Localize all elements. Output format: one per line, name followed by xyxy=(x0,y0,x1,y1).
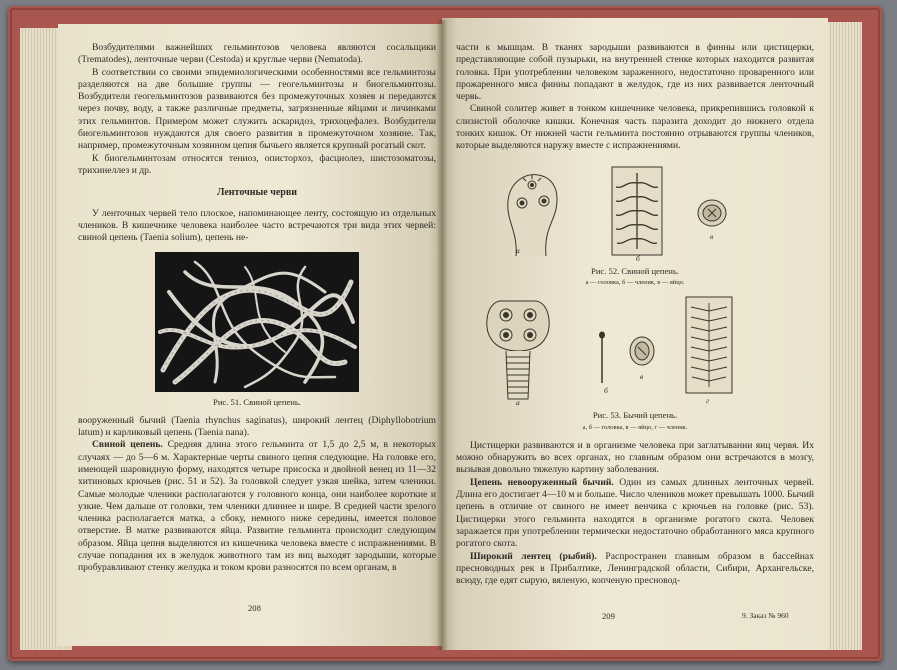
fish-tapeworm-title: Широкий лентец (рыбий). xyxy=(470,550,597,562)
fish-tapeworm-text: Распространен главным образом в бассейнах пресноводных рек в Прибалтике, Ленинградской области, Сибири, Архангельске, всюду, где едят сырую, вяленую, копченую пресновод- xyxy=(456,550,814,587)
fish-tapeworm-paragraph xyxy=(456,551,814,588)
figure-52-caption: Рис. 52. Свиной цепень. xyxy=(591,265,679,276)
page-edges-right xyxy=(822,22,862,650)
figure-51-photo xyxy=(155,252,359,392)
figure-53-subcaption: а, б — головка, в — яйцо, г — членик. xyxy=(582,423,688,431)
fig52-label-b: б xyxy=(636,253,640,263)
left-paragraph-3: К биогельминтозам относятся тениоз, описторхоз, фасциолез, шистозоматозы, трихинеллез и др. xyxy=(78,152,436,176)
left-page xyxy=(58,24,444,646)
printer-signature-mark: 9. Заказ № 960 xyxy=(742,611,789,620)
figure-53-illustration xyxy=(456,291,814,409)
fig52-label-v: в xyxy=(710,231,714,241)
book-gutter xyxy=(436,20,448,650)
left-page-text xyxy=(78,42,436,575)
beef-tapeworm-title: Цепень невооруженный бычий. xyxy=(470,476,614,488)
right-paragraph-1: части к мышцам. В тканях зародыши развиваются в финны или цистицерки, представляющие собой пузырьки, на внутренней стенке которых находится развитая головка. При употреблении человеком зараженного, недостаточно проваренного или прожаренного мяса финны попадают в желудок, где из них развивается ленточный червь. xyxy=(456,42,814,103)
left-intro-paragraph: У ленточных червей тело плоское, напоминающее ленту, состоящую из отдельных члеников. В кишечнике человека наиболее часто встречаются три вида этих червей: свиной цепень (Taenia solium), цепень не- xyxy=(78,207,436,244)
figure-52-illustration xyxy=(456,161,814,263)
pork-tapeworm-paragraph xyxy=(78,439,436,574)
left-paragraph-2: В соответствии со своими эпидемиологическими особенностями все гельминтозы разделяются на две большие группы — геогельминтозы и биогельминтозы. Возбудители геогельминтозов развиваются без промежуточных хозяев и передаются через почву, воду, а также различные предметы, загрязненные яйцами и личинками этих гельминтов. Примером может служить аскаридоз, трихоцефалез. Возбудители биогельминтозов нуждаются для своего развития в промежуточном хозяине. Так, например, промежуточным хозяином цепня бычьего является крупный рогатый скот. xyxy=(78,66,436,152)
figure-51-caption: Рис. 51. Свиной цепень. xyxy=(213,397,301,408)
fig53-label-g: г xyxy=(706,396,709,406)
left-paragraph-1: Возбудителями важнейших гельминтозов человека являются сосальщики (Trematodes), ленточные черви (Cestoda) и круглые черви (Nematoda). xyxy=(78,42,436,66)
fig53-label-b: б xyxy=(604,386,608,396)
pork-tapeworm-title: Свиной цепень. xyxy=(92,439,163,451)
cysticerci-paragraph: Цистицерки развиваются и в организме человека при заглатывании яиц червя. Их можно обнаружить во всех органах, но главным образом они встречаются в мозгу, вызывая довольно тяжелую картину заболевания. xyxy=(456,439,814,476)
figure-52-subcaption: а — головка, б — членик, в — яйцо. xyxy=(585,278,685,286)
figure-53-caption: Рис. 53. Бычий цепень. xyxy=(592,410,678,421)
left-page-number: 208 xyxy=(248,603,261,613)
tapeworms-photo-image xyxy=(155,252,359,392)
pork-tapeworm-drawings xyxy=(456,161,814,263)
beef-tapeworm-drawings xyxy=(456,291,814,409)
fig52-label-a: а xyxy=(516,245,520,255)
beef-tapeworm-text: Один из самых длинных ленточных червей. Длина его достигает 4—10 м и больше. Число члеников может превышать 1000. Бычий цепень в отличие от свиного не имеет венчика с крючьев на головке (рис. 53). Цистицерки этого гельминта находятся в организме рогатого скота. Человек заражается при употреблении термически недостаточно обработанного мяса крупного рогатого скота. xyxy=(456,476,814,550)
right-paragraph-2: Свиной солитер живет в тонком кишечнике человека, прикрепившись головкой к слизистой оболочке кишки. Конечная часть паразита доходит до нижнего отдела тонких кишок. От нижней части гельминта постоянно отрываются группы члеников, которые выделяются наружу вместе с испражнениями. xyxy=(456,103,814,152)
left-continued-paragraph: вооруженный бычий (Taenia rhynchus saginatus), широкий лентец (Diphyllobotrium latum) и карликовый цепень (Taenia nana). xyxy=(78,414,436,439)
right-page xyxy=(442,18,828,650)
fig53-label-a: а xyxy=(516,398,520,408)
section-heading: Ленточные черви xyxy=(216,187,298,199)
right-page-number: 209 xyxy=(602,611,615,621)
right-page-text xyxy=(456,42,814,587)
beef-tapeworm-paragraph xyxy=(456,477,814,551)
fig53-label-v: в xyxy=(640,372,644,382)
pork-tapeworm-text: Средняя длина этого гельминта от 1,5 до 2,5 м, в некоторых случаях — до 5—6 м. Характерные черты свиного цепня следующие. На головке его, имеющей шаровидную форму, находятся четыре присоска и двойной венец из 11—32 хитиновых крючьев (рис. 51 и 52). За головкой следует узкая шейка, затем членики. Самые молодые членики располагаются у головного конца, они наиболее короткие и узкие. Чем дальше от головки, тем членики длиннее и шире. В средней части зрелого членика располагается матка, а сбоку, немного ниже середины, имеется половое отверстие. В матке развиваются яйца. Развитие гельминта происходит следующим образом. Яйца цепня выделяются из кишечника человека вместе с испражнениями. В случае попадания их в желудок животного там из яиц выходят зародыши, которые пробуравливают стенку желудка и током крови разносятся по всем органам, в xyxy=(78,439,436,574)
